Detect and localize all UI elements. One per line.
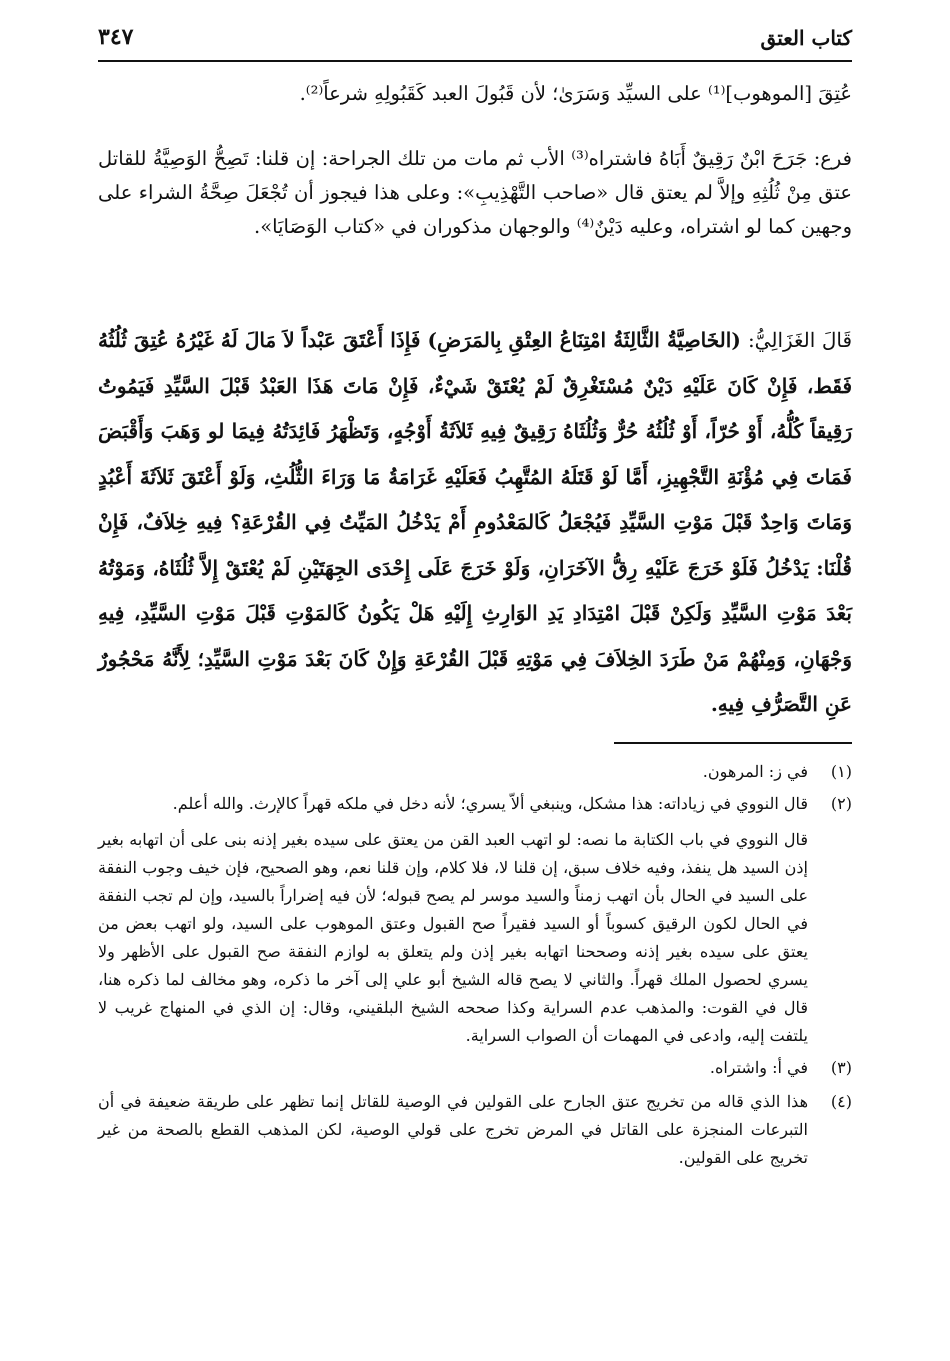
header-divider [98,60,852,62]
page-number: ٣٤٧ [98,24,134,50]
paragraph-body: (الخَاصِيَّةُ الثَّالِثَةُ امْتِنَاعُ العِتْقِ بِالمَرَضِ) فَإِذَا أَعْتَقَ عَبْداً لاَ مَالَ لَهُ غَيْرُهُ عُتِقَ ثُلُثُهُ فَقَط، فَإِنْ كَانَ عَلَيْهِ دَيْنٌ مُسْتَغْرِقٌ لَمْ يُعْتَقْ شَيْءٌ، فَإِنْ مَاتَ هَذَا العَبْدُ قَبْلَ السَّيِّدِ فَيَمُوتُ رَقِيقاً كُلُّهُ، أَوْ حُرّاً، أَوْ ثُلُثُهُ حُرٌّ وَثُلُثَاهُ رَقِيقٌ فِيهِ ثَلاَثَةُ أَوْجُهٍ، وَتَظْهَرُ فَائِدَتُهُ فِيمَا لو وَهَبَ وَأَقْبَضَ فَمَاتَ فِي مُؤْنَةِ التَّجْهِيزِ، أَمَّا لَوْ قَتَلَهُ المُتَّهِبُ فَعَلَيْهِ غَرَامَةُ مَا وَرَاءَ الثُّلُثِ، وَلَوْ أَعْتَقَ ثَلاَثَةَ أَعْبُدٍ وَمَاتَ وَاحِدٌ قَبْلَ مَوْتِ السَّيِّدِ فَيُجْعَلُ كَالمَعْدُومِ أَمْ يَدْخُلُ المَيِّتُ فِي القُرْعَةِ؟ فِيهِ خِلاَفٌ، فَإِنْ قُلْنَا: يَدْخُلُ فَلَوْ خَرَجَ عَلَيْهِ رِقُّ الآخَرَانِ، وَلَوْ خَرَجَ عَلَى إِحْدَى الجِهَتَيْنِ لَمْ يُعْتَقْ إِلاَّ ثُلُثَاهُ، وَمَوْتُهُ بَعْدَ مَوْتِ السَّيِّدِ وَلَكِنْ قَبْلَ امْتِدَادِ يَدِ الوَارِثِ إِلَيْهِ هَلْ يَكُونُ كَالمَوْتِ قَبْلَ مَوْتِ السَّيِّدِ، فِيهِ وَجْهَانِ، وَمِنْهُمْ مَنْ طَرَدَ الخِلاَفَ فِي مَوْتِهِ قَبْلَ القُرْعَةِ وَإِنْ كَانَ بَعْدَ مَوْتِ السَّيِّدِ؛ لِأَنَّهُ مَحْجُورٌ عَنِ التَّصَرُّفِ فِيهِ. [98,328,852,716]
body-paragraph-2 [98,142,852,244]
footnote-number: (٢) [830,794,852,813]
footnote-3 [98,1054,852,1082]
body-paragraph-3 [98,318,852,728]
footnote-text [98,1088,808,1172]
footnote-divider [614,742,852,744]
paragraph-text [98,318,852,728]
footnotes [98,758,852,1172]
footnote-1 [98,758,852,786]
chapter-title: كتاب العتق [760,26,852,50]
body-paragraph-1 [98,76,852,112]
footnote-paragraph: قال النووي في باب الكتابة ما نصه: لو اتهب العبد القن من يعتق على سيده بغير إذنه بنى على أن اتهابه بغير إذن السيد هل ينفذ، وفيه خلاف سبق، إن قلنا لا، فلا كلام، وإن قلنا نعم، وهو الصحيح، فإن خيف وجوب النفقة على السيد في الحال بأن اتهب زمناً والسيد موسر لم يصح قبوله؛ لأن فيه إضراراً بالسيد، وإن لم تجب النفقة في الحال لكون الرقيق كسوباً أو السيد فقيراً صح القبول وعتق الموهوب على السيد، ولو اتهب بعض من يعتق على سيده بغير إذنه وصححنا اتهابه بغير إذن ولم يتعلق به لوازم النفقة صح القبول على الأظهر ولا يسري لحصول الملك قهراً. والثاني لا يصح قاله الشيخ أبو علي إلى آخر ما ذكره، وهو مخالف لما ذكره هنا، قال في القوت: والمذهب عدم السراية وكذا صححه الشيخ البلقيني، وقال: إن الذي في المنهاج غريب لا يلتفت إليه، وادعى في المهمات أن الصواب السراية. [98,830,809,1045]
footnote-number: (٤) [830,1092,852,1111]
paragraph-text: فرع: جَرَحَ ابْنٌ رَقِيقٌ أَبَاهُ فاشتراه⁽³⁾ الأب ثم مات من تلك الجراحة: إن قلنا: تَصِحُّ الوَصِيَّةُ للقاتل عتق مِنْ ثُلُثِهِ وإلاَّ لم يعتق قال «صاحب التَّهْذِيبِ»: وعلى هذا فيجوز أن تُجْعَلَ صِحَّةُ الشراء على وجهين كما لو اشتراه، وعليه دَيْنٌ⁽⁴⁾ والوجهان مذكوران في «كتاب الوَصَايَا». [98,147,852,238]
footnote-paragraph: قال النووي في زياداته: هذا مشكل، وينبغي ألاّ يسري؛ لأنه دخل في ملكه قهراً كالإرث. والله أعلم. [172,794,808,813]
paragraph-text: عُتِقَ [الموهوب]⁽¹⁾ على السيِّد وَسَرَىٰ؛ لأن قَبُولَ العبد كَقَبُولِهِ شرعاً⁽²⁾. [299,82,852,105]
footnote-paragraph: هذا الذي قاله من تخريج عتق الجارح على القولين في الوصية للقاتل إنما تظهر على طريقة ضعيفة في أن التبرعات المنجزة على القاتل في المرض تخرج على قولي الوصية، لكن المذهب القطع بالصحة من غير تخريج على القولين. [98,1092,809,1167]
footnote-4 [98,1088,852,1172]
footnote-text [98,758,808,786]
footnote-text [98,790,808,1050]
footnote-number: (١) [830,762,852,781]
footnote-number: (٣) [830,1058,852,1077]
footnote-paragraph: في ز: المرهون. [702,762,808,781]
footnote-2 [98,790,852,1050]
running-header [98,22,852,56]
paragraph-lead: قَالَ الغَزَالِيُّ: [747,328,853,352]
footnote-paragraph: في أ: واشتراه. [709,1058,808,1077]
footnote-text [98,1054,808,1082]
